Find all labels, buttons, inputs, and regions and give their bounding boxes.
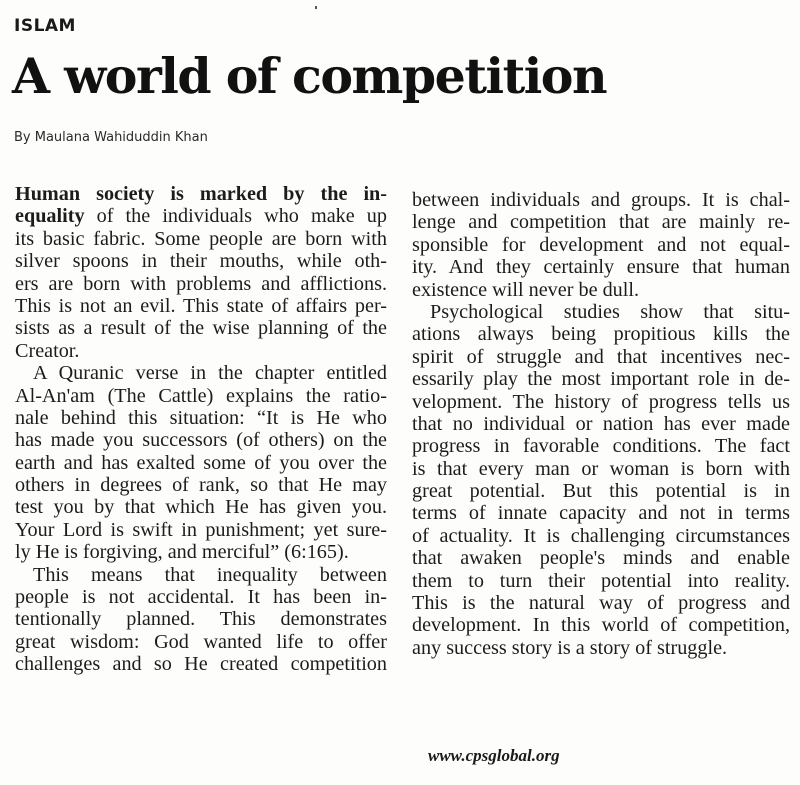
body-line: ations always being propitious kills the bbox=[412, 323, 790, 346]
body-line: This is not an evil. This state of affairs per- bbox=[15, 294, 387, 317]
body-line: essarily play the most important role in de- bbox=[412, 368, 790, 391]
body-line: existence will never be dull. bbox=[412, 278, 640, 301]
section-label: ISLAM bbox=[14, 16, 76, 36]
body-line: Creator. bbox=[15, 339, 80, 362]
body-line: ly He is forgiving, and merciful” (6:165). bbox=[15, 541, 349, 564]
body-line: spirit of struggle and that incentives nec- bbox=[412, 345, 790, 368]
lead-line: Human society is marked by the in- bbox=[15, 183, 387, 205]
body-line: sponsible for development and not equal- bbox=[412, 233, 790, 256]
body-line bbox=[15, 205, 387, 227]
body-line: tentionally planned. This demonstrates bbox=[15, 608, 387, 631]
body-line: This means that inequality between bbox=[33, 563, 387, 586]
body-line: velopment. The history of progress tells us bbox=[412, 390, 790, 413]
headline: A world of competition bbox=[12, 47, 607, 105]
body-line: sists as a result of the wise planning of the bbox=[15, 317, 387, 340]
source-url: www.cpsglobal.org bbox=[428, 746, 560, 765]
body-line: people is not accidental. It has been in- bbox=[15, 586, 387, 609]
right-column bbox=[412, 189, 790, 659]
body-line: challenges and so He created competition bbox=[15, 653, 387, 676]
body-line: A Quranic verse in the chapter entitled bbox=[33, 362, 387, 385]
body-line: Psychological studies show that situ- bbox=[430, 300, 790, 323]
body-line: its basic fabric. Some people are born with bbox=[15, 227, 387, 250]
body-line: lenge and competition that are mainly re- bbox=[412, 211, 790, 234]
body-line: between individuals and groups. It is chal- bbox=[412, 189, 790, 211]
body-line: Your Lord is swift in punishment; yet sure- bbox=[15, 518, 387, 541]
body-line: This is the natural way of progress and bbox=[412, 592, 790, 615]
body-line: development. In this world of competition, bbox=[412, 614, 790, 637]
print-speck bbox=[315, 6, 317, 9]
body-line: of actuality. It is challenging circumstances bbox=[412, 524, 790, 547]
body-line: that no individual or nation has ever made bbox=[412, 412, 790, 435]
byline: By Maulana Wahiduddin Khan bbox=[14, 130, 208, 145]
body-line: Al-An'am (The Cattle) explains the ratio- bbox=[15, 384, 387, 407]
body-line: that awaken people's minds and enable bbox=[412, 547, 790, 570]
body-line: silver spoons in their mouths, while oth- bbox=[15, 250, 387, 273]
body-line: progress in favorable conditions. The fact bbox=[412, 435, 790, 458]
body-line: test you by that which He has given you. bbox=[15, 496, 387, 519]
body-line: is that every man or woman is born with bbox=[412, 457, 790, 480]
body-line: terms of innate capacity and not in terms bbox=[412, 502, 790, 525]
body-line: any success story is a story of struggle. bbox=[412, 636, 728, 659]
body-line: ers are born with problems and afflictions. bbox=[15, 272, 387, 295]
body-line: others in degrees of rank, so that He may bbox=[15, 474, 387, 497]
body-line-text: of the individuals who make up bbox=[84, 205, 387, 228]
body-line: great potential. But this potential is in bbox=[412, 480, 790, 503]
body-line: ity. And they certainly ensure that human bbox=[412, 256, 790, 279]
lead-bold-word: equality bbox=[15, 205, 85, 228]
body-line: nale behind this situation: “It is He who bbox=[15, 406, 387, 429]
left-column bbox=[15, 183, 387, 676]
body-line: great wisdom: God wanted life to offer bbox=[15, 630, 387, 653]
body-line: has made you successors (of others) on the bbox=[15, 429, 387, 452]
body-line: earth and has exalted some of you over the bbox=[15, 451, 387, 474]
body-line: them to turn their potential into reality. bbox=[412, 569, 790, 592]
